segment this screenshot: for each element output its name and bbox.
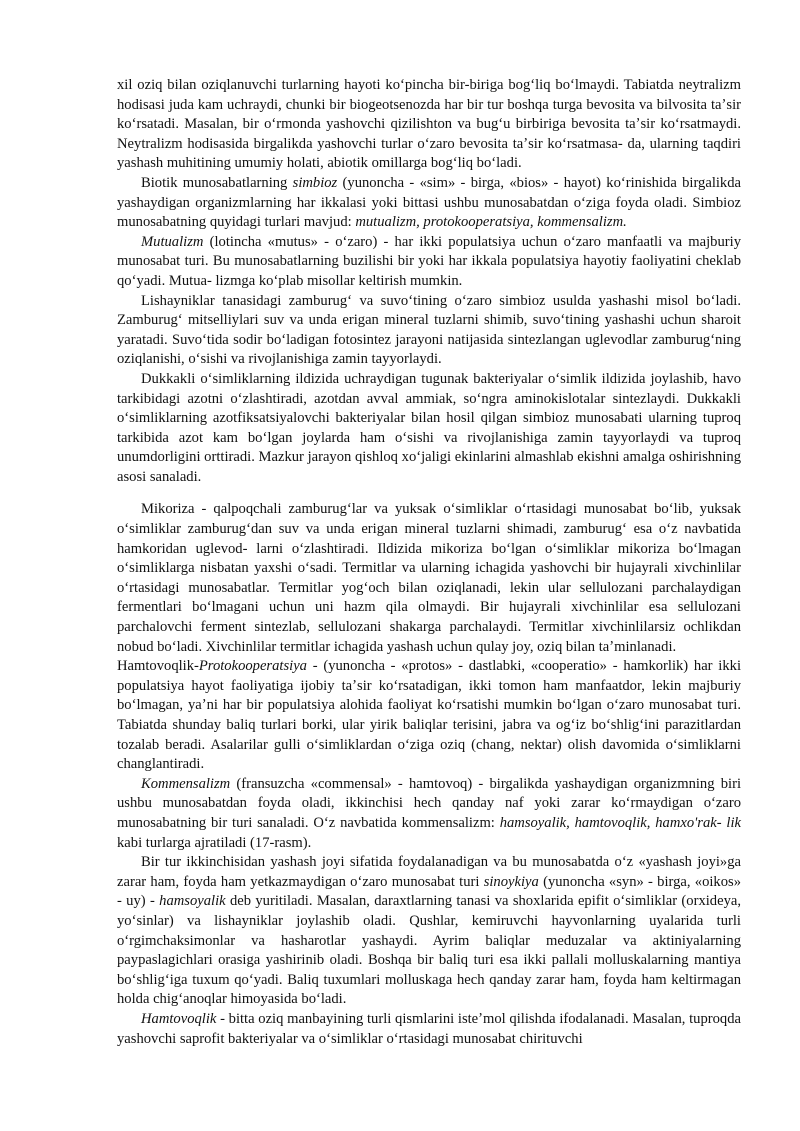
paragraph-mikoriza	[117, 500, 741, 657]
text-run: kabi turlarga ajratiladi (17-rasm).	[117, 834, 312, 851]
text-run: - (yunoncha - «protos» - dastlabki, «cooperatio» - hamkorlik) har ikki populatsiya hayot faoliyatiga ijobiy taʼsir koʻrsatadigan, ikki tomon ham manfaatdor, lekin majburiy boʻlmagan, yaʼni har bir populatsiya alohida faoliyat koʻrsatishi mumkin boʻlgan oʻzaro munosabat turi. Tabiatda shunday baliq turlari borki, ular yirik baliqlar terisini, jabra va ogʻiz boʻshligʻini parazitlardan tozalab beradi. Asalarilar gulli oʻsimliklardan oʻziga oziq (chang, nektar) olish davomida oʻsimliklarni changlantiradi.	[117, 658, 741, 773]
paragraph-protokooperatsiya	[117, 657, 741, 775]
term-list: mutualizm, protokooperatsiya, kommensalizm.	[355, 214, 627, 231]
paragraph-lishayniklar	[117, 292, 741, 370]
text-run: (lotincha «mutus» - oʻzaro) - har ikki populatsiya uchun oʻzaro manfaatli va majburiy munosabat turi. Bu munosabatlarning buzilishi bir yoki har ikkala populatsiya hayotiy faoliyatini cheklab qoʻyadi. Mutua- lizmga koʻplab misollar keltirish mumkin.	[117, 233, 741, 289]
text-run: - bitta oziq manbayining turli qismlarini isteʼmol qilishda ifodalanadi. Masalan, tuproqda yashovchi saprofit bakteriyalar va oʻsimliklar oʻrtasidagi munosabat chirituvchi	[117, 1010, 741, 1047]
text-run: (yunoncha - «sim» - birga, «bios» - hayot) koʻrinishida birgalikda yashaydigan organizmlarning har ikkalasi yoki bittasi ushbu munosabatdan oʻziga foyda oladi. Simbioz munosabatning quyidagi turlari mavjud:	[117, 174, 741, 231]
term-hamtovoqlik: Hamtovoqlik	[141, 1010, 217, 1027]
text-run: deb yuritiladi. Masalan, daraxtlarning tanasi va shoxlarida epifit oʻsimliklar (orxideya, yoʻsinlar) va lishayniklar joylashib oladi. Qushlar, kemiruvchi hayvonlarning uyalarida turli oʻrgimchaksimonlar va hasharotlar yashaydi. Ayrim baliqlar meduzalar va aktiniyalarning paypaslagichlari orasiga yashirinib oladi. Boshqa bir baliq turi esa ikki pallali molluskalarning mantiya boʻshligʻiga tuxum qoʻyadi. Baliq tuxumlari molluskaga hech qanday zarar ham, foyda ham keltirmagan holda chigʻanoqlar himoyasida boʻladi.	[117, 893, 741, 1008]
term-kommensalizm: Kommensalizm	[141, 775, 231, 792]
paragraph-dukkakli	[117, 370, 741, 488]
paragraph-neytralizm	[117, 76, 741, 174]
term-hamsoyalik: hamsoyalik	[159, 893, 226, 910]
document-page	[117, 76, 741, 1049]
paragraph-hamsoyalik	[117, 853, 741, 1010]
paragraph-hamtovoqlik	[117, 1010, 741, 1049]
paragraph-simbioz	[117, 174, 741, 233]
term-simbioz: simbioz	[292, 174, 338, 191]
term-sinoykiya: sinoykiya	[483, 873, 539, 890]
text-run: (yunoncha «syn» - birga, «oikos» - uy) -	[117, 873, 742, 910]
paragraph-mutualizm	[117, 233, 741, 292]
text-run: Dukkakli oʻsimliklarning ildizida uchraydigan tugunak bakteriyalar oʻsimlik ildizida joylashib, havo tarkibidagi azotni oʻzlashtiradi, azotdan avval ammiak, soʻngra aminokislotalar sintezlaydi. Dukkakli oʻsimliklarning azotfiksatsiyalovchi bakteriyalar bilan hosil qilgan simbioz munosabati ularning tuproq tarkibida azot kam boʻlgan joylarda ham oʻsishi va rivojlanishiga zamin tayyorlaydi va tuproq unumdorligini orttiradi. Mazkur jarayon qishloq xoʻjaligi ekinlarini almashlab ekishni amalga oshirishning asosi sanaladi.	[117, 370, 741, 485]
paragraph-kommensalizm	[117, 775, 741, 853]
text-run: xil oziq bilan oziqlanuvchi turlarning hayoti koʻpincha bir-biriga bogʻliq boʻlmaydi. Tabiatda neytralizm hodisasi juda kam uchraydi, chunki bir biogeotsenozda har bir tur boshqa turga bevosita va bilvosita taʼsir koʻrsatadi. Masalan, bir oʻrmonda yashovchi qizilishton va bugʻu birbiriga bevosita taʼsir koʻrsatmaydi. Neytralizm hodisasida birgalikda yashovchi turlar oʻzaro bevosita taʼsir koʻrsatmasa- da, ularning taqdiri yashash muhitining umumiy holati, abiotik omillarga bogʻliq boʻladi.	[117, 77, 741, 172]
text-run: (fransuzcha «commensal» - hamtovoq) - birgalikda yashaydigan organizmning biri ushbu munosabatdan foyda oladi, ikkinchisi hech qanday naf yoki zarar koʻrmaydigan oʻzaro munosabatning bir turi sanaladi. Oʻz navbatida kommensalizm:	[117, 775, 741, 831]
text-run: Mikoriza - qalpoqchali zamburugʻlar va yuksak oʻsimliklar oʻrtasidagi munosabat boʻlib, yuksak oʻsimliklar zamburugʻdan suv va unda erigan mineral tuzlarni shimadi, zamburugʻ esa oʻz navbatida hamkoridan uglevod- larni oʻzlashtiradi. Ildizida mikoriza boʻlgan oʻsimliklar mikoriza boʻlmagan oʻsimliklarga nisbatan yaxshi oʻsadi. Termitlar va ularning ichagida yashovchi bir hujayrali xivchinlilar oʻrtasidagi munosabatlar. Termitlar yogʻoch bilan oziqlanadi, lekin ular sellulozani parchalaydigan fermentlari boʻlmagani uchun uni hazm qila olmaydi. Bir hujayrali xivchinlilar esa sellulozani parchalovchi ferment sintezlab, sellulozani shakarga parchalaydi. Termitlar xivchinlilarsiz ochlikdan nobud boʻladi. Xivchinlilar termitlar ichagida yashash uchun qulay joy, oziq bilan taʼminlanadi.	[117, 501, 741, 655]
text-run: Lishayniklar tanasidagi zamburugʻ va suvoʻtining oʻzaro simbioz usulda yashashi misol boʻladi. Zamburugʻ mitselliylari suv va unda erigan mineral tuzlarni shimib, suvoʻtining yashashi uchun sharoit yaratadi. Suvoʻtida sodir boʻladigan fotosintez jarayoni natijasida sintezlangan uglevodlar zamburugʻning oziqlanishi, oʻsishi va rivojlanishiga zamin tayyorlaydi.	[117, 292, 741, 368]
term-protokooperatsiya: Protokooperatsiya	[198, 658, 307, 675]
term-mutualizm: Mutualizm	[141, 233, 204, 250]
text-run: Biotik munosabatlarning	[141, 174, 293, 191]
text-run: Hamtovoqlik-	[117, 658, 199, 675]
term-kommensalizm-types: hamsoyalik, hamtovoqlik, hamxo'rak- lik	[499, 814, 741, 831]
text-run: Bir tur ikkinchisidan yashash joyi sifatida foydalanadigan va bu munosabatda oʻz «yashash joyi»ga zarar ham, foyda ham yetkazmaydigan oʻzaro munosabat turi	[117, 854, 741, 890]
